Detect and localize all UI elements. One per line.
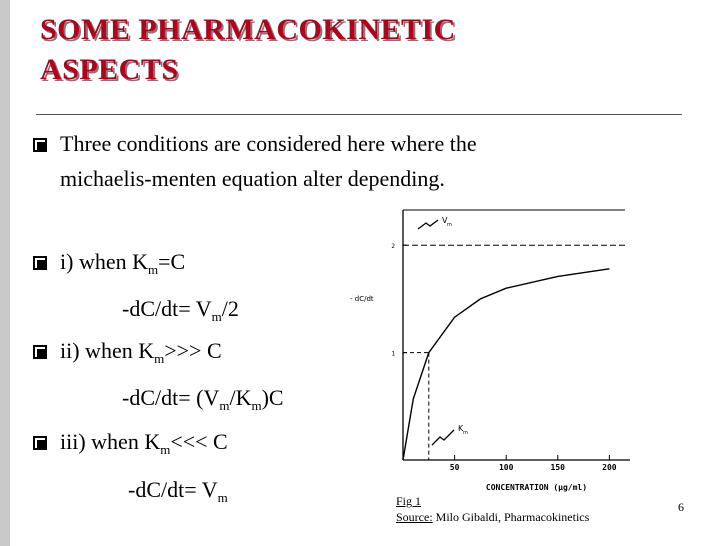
equation-2-middle: /K: [229, 385, 252, 410]
case-1-subscript: m: [147, 262, 159, 277]
case-1-suffix: =C: [158, 249, 186, 274]
km-annotation: K: [458, 424, 464, 433]
equation-3-subscript: m: [217, 490, 228, 505]
y-tick-label-1: 1: [391, 350, 395, 358]
case-2-subscript: m: [154, 351, 165, 366]
chart-curve-group: [403, 245, 625, 460]
y-tick-label-2: 2: [391, 243, 395, 251]
figure-caption: [396, 493, 589, 525]
equation-2-subscript-1: m: [219, 398, 230, 413]
equation-2: [122, 383, 284, 421]
km-annotation-subscript: m: [463, 430, 468, 436]
left-accent-bar: [0, 0, 10, 546]
case-3-prefix: iii) when K: [60, 429, 161, 454]
intro-line-1: Three conditions are considered here where the: [60, 131, 477, 156]
case-3-subscript: m: [160, 442, 171, 457]
equation-2-suffix: )C: [261, 385, 284, 410]
y-axis-label: - dC/dt: [350, 294, 374, 303]
intro-line-2: michaelis-menten equation alter depending.: [60, 166, 445, 191]
equation-1-prefix: -dC/dt= V: [122, 296, 212, 321]
chart-axes: [403, 210, 630, 460]
slide-title: [40, 10, 456, 90]
title-divider: [36, 114, 682, 115]
vm-annotation: V: [442, 216, 448, 225]
x-tick-label-1: 50: [449, 463, 460, 472]
x-tick-label-4: 200: [602, 463, 617, 472]
page-number: 6: [678, 500, 684, 514]
michaelis-menten-curve: [403, 269, 609, 460]
case-3-text: [60, 427, 228, 465]
equation-1-suffix: /2: [221, 296, 239, 321]
chart-labels: [350, 216, 617, 492]
figure-label: Fig 1: [396, 494, 422, 508]
bullet-icon: [33, 138, 47, 152]
figure-source: [396, 509, 589, 525]
source-text: Milo Gibaldi, Pharmacokinetics: [432, 510, 590, 524]
equation-3: [128, 475, 228, 513]
bullet-icon: [33, 256, 47, 270]
km-pointer-arrow: [432, 430, 454, 445]
case-1-text: [60, 247, 185, 285]
case-3-suffix: <<< C: [170, 429, 228, 454]
equation-2-prefix: -dC/dt= (V: [122, 385, 220, 410]
x-tick-label-3: 150: [550, 463, 565, 472]
bullet-icon: [33, 436, 47, 450]
x-tick-label-2: 100: [498, 463, 514, 472]
title-line-1: SOME PHARMACOKINETIC: [40, 13, 456, 46]
equation-1-subscript: m: [211, 309, 222, 324]
source-label: Source:: [396, 510, 433, 524]
case-2-text: [60, 336, 222, 374]
equation-3-prefix: -dC/dt= V: [128, 477, 218, 502]
vm-annotation-subscript: m: [447, 222, 452, 228]
case-2-prefix: ii) when K: [60, 338, 155, 363]
equation-1: [122, 294, 239, 332]
michaelis-menten-figure: [330, 205, 650, 495]
bullet-icon: [33, 345, 47, 359]
x-axis-label: CONCENTRATION (µg/ml): [485, 483, 588, 492]
case-2-suffix: >>> C: [164, 338, 222, 363]
equation-2-subscript-2: m: [251, 398, 262, 413]
case-1-prefix: i) when K: [60, 249, 148, 274]
vm-pointer-arrow: [418, 220, 438, 229]
title-line-2: ASPECTS: [40, 53, 179, 86]
